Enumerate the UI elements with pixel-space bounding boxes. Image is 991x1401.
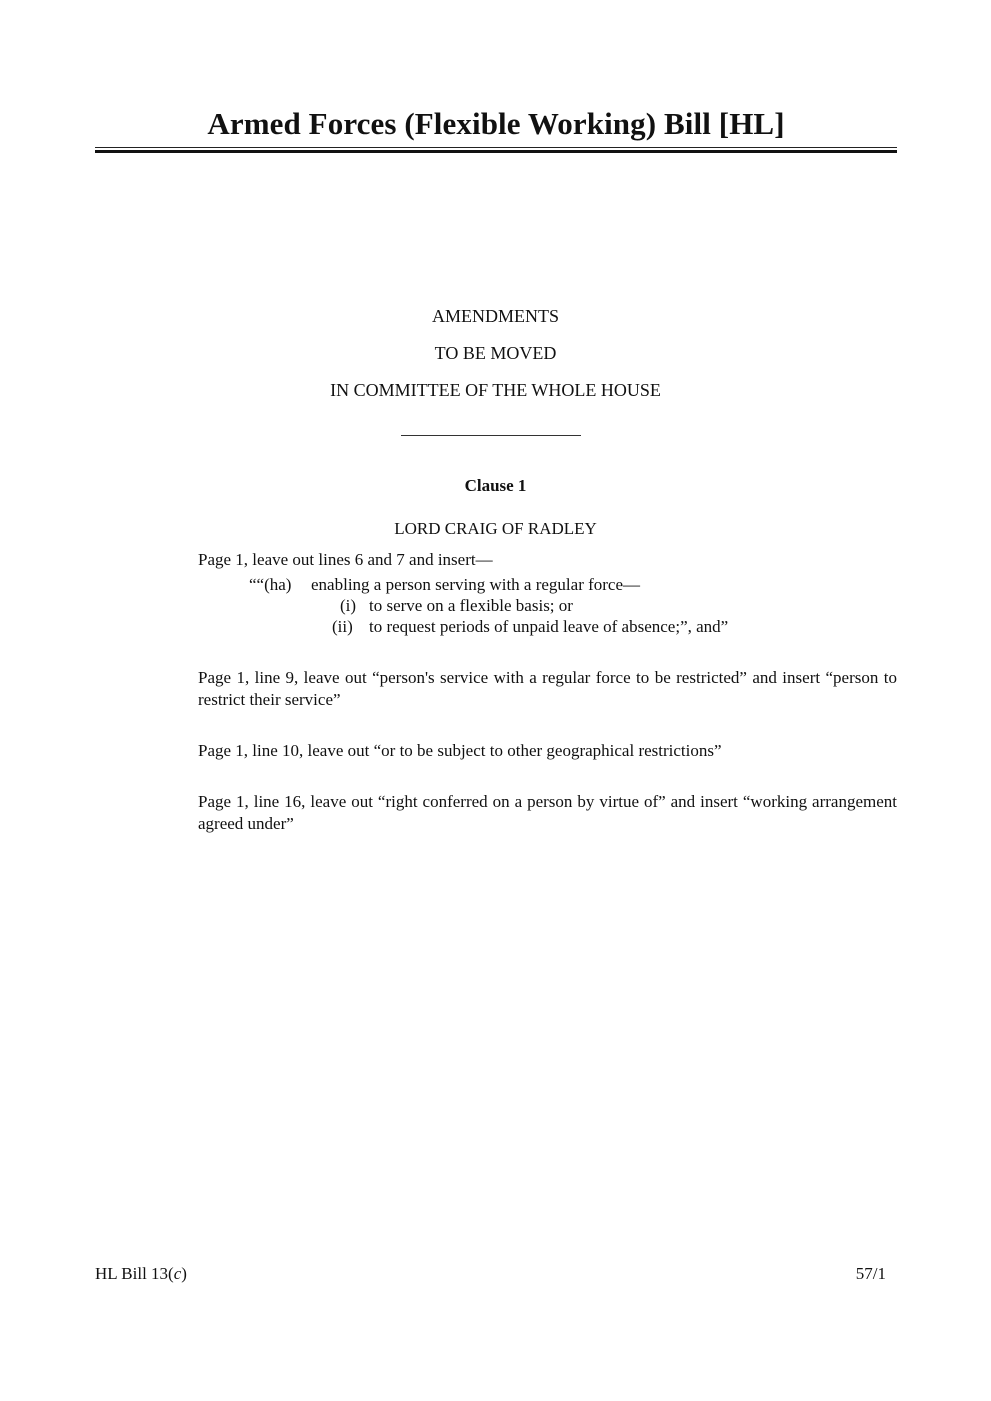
- insert-label-ii: (ii): [332, 617, 353, 636]
- heading-amendments: AMENDMENTS: [431, 306, 559, 326]
- insert-text-ii: to request periods of unpaid leave of absence;”, and”: [369, 617, 729, 636]
- title-rule-thin: [95, 147, 897, 148]
- amendment-3: Page 1, line 10, leave out “or to be subject to other geographical restrictions”: [198, 741, 722, 760]
- heading-committee: IN COMMITTEE OF THE WHOLE HOUSE: [330, 380, 661, 400]
- bill-reference-close: ): [181, 1264, 187, 1283]
- page-reference: 57/1: [855, 1264, 886, 1283]
- insert-text-ha: enabling a person serving with a regular force—: [311, 575, 641, 594]
- section-divider: [401, 435, 581, 436]
- insert-label-ha: ““(ha): [249, 575, 292, 594]
- amendment-2: Page 1, line 9, leave out “person's service with a regular force to be restricted” and insert “person to restrict their service”: [198, 668, 897, 709]
- heading-to-be-moved: TO BE MOVED: [434, 343, 557, 363]
- insert-label-i: (i): [340, 596, 357, 615]
- amendment-1: Page 1, leave out lines 6 and 7 and insert—: [198, 550, 493, 569]
- bill-reference: [95, 1264, 187, 1284]
- bill-reference-prefix: HL Bill 13(: [95, 1264, 174, 1283]
- amendment-mover: LORD CRAIG OF RADLEY: [394, 519, 597, 538]
- clause-title: Clause 1: [464, 476, 527, 495]
- document-title: Armed Forces (Flexible Working) Bill [HL]: [207, 106, 785, 141]
- amendment-4: Page 1, line 16, leave out “right conferred on a person by virtue of” and insert “working arrangement agreed under”: [198, 792, 897, 833]
- title-rule-thick: [95, 150, 897, 153]
- insert-text-i: to serve on a flexible basis; or: [369, 596, 573, 615]
- bill-reference-suffix-letter: c: [173, 1264, 182, 1283]
